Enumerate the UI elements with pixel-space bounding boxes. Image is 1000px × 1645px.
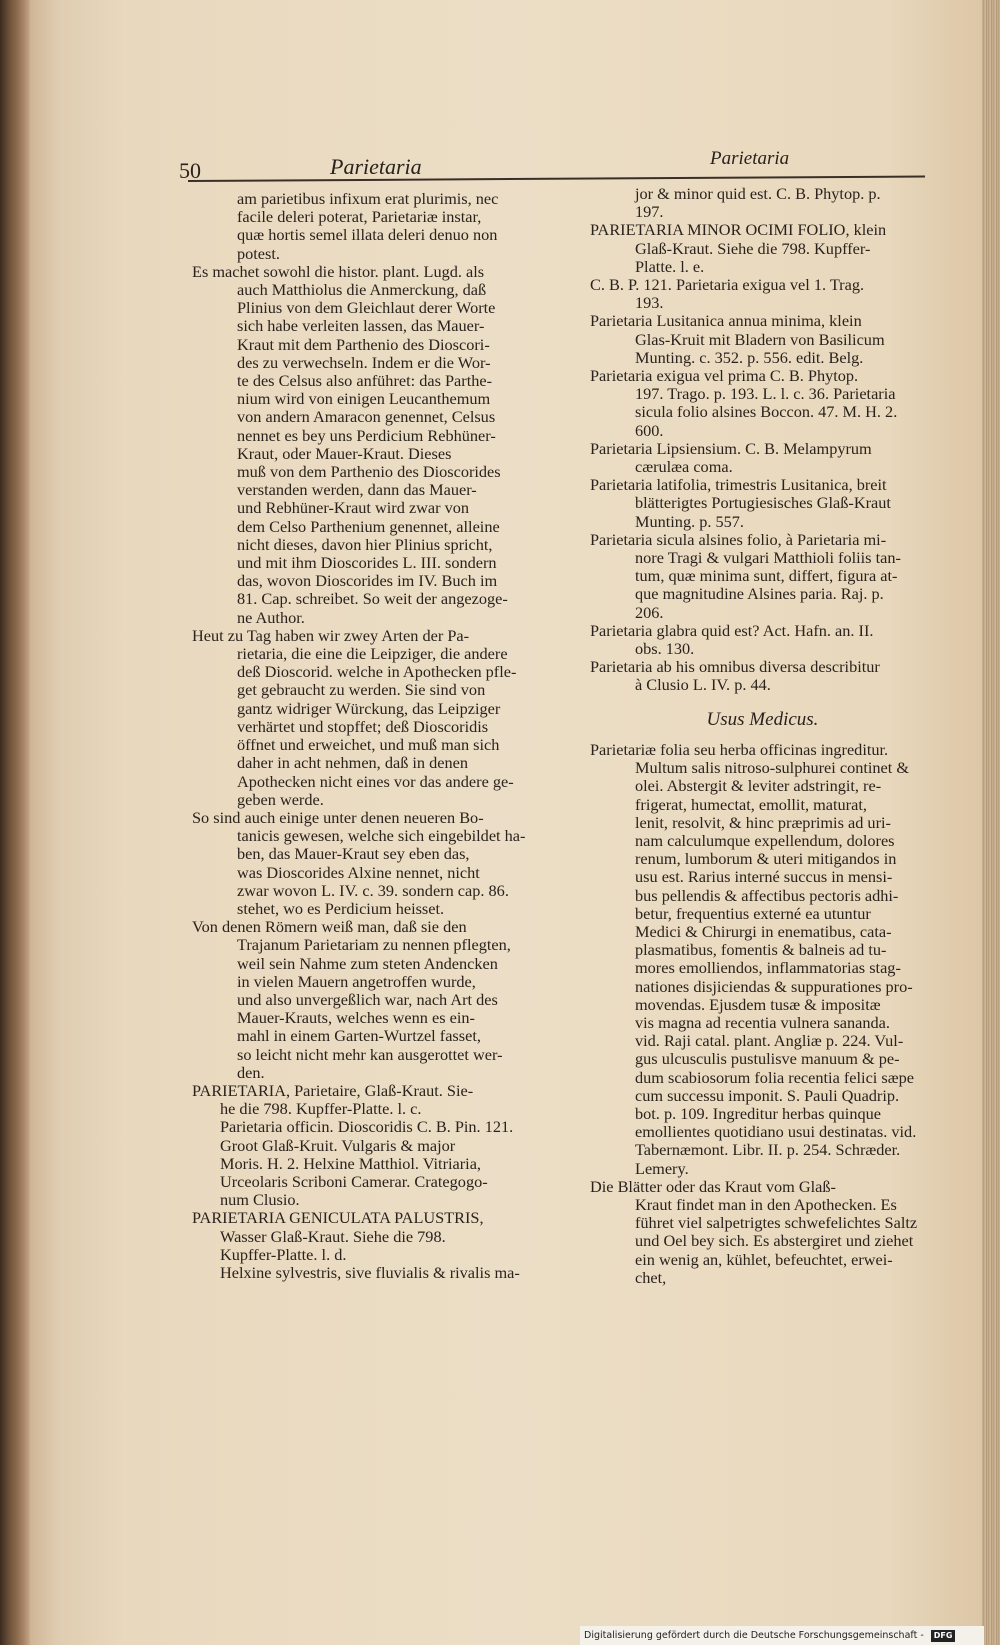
text-line: und mit ihm Dioscorides L. III. sondern bbox=[237, 553, 497, 573]
text-line: lenit, resolvit, & hinc præprimis ad uri- bbox=[635, 812, 891, 832]
text-line: den. bbox=[237, 1062, 265, 1082]
book-binding bbox=[0, 0, 30, 1645]
text-line: des zu verwechseln. Indem er die Wor- bbox=[237, 352, 491, 372]
text-line: nicht dieses, davon hier Plinius spricht, bbox=[237, 534, 493, 554]
text-line: 197. Trago. p. 193. L. l. c. 36. Parietaria bbox=[635, 384, 896, 404]
text-line: Parietaria sicula alsines folio, à Parietaria mi- bbox=[590, 529, 887, 549]
text-line: das, wovon Dioscorides im IV. Buch im bbox=[237, 571, 498, 591]
text-line: nennet es bey uns Perdicium Rebhüner- bbox=[237, 425, 496, 445]
text-line: 81. Cap. schreibet. So weit der angezoge- bbox=[237, 589, 508, 609]
text-line: Kraut, oder Mauer-Kraut. Dieses bbox=[237, 443, 452, 463]
text-line: olei. Abstergit & leviter adstringit, re- bbox=[635, 776, 882, 796]
text-line: auch Matthiolus die Anmerckung, daß bbox=[237, 280, 487, 300]
text-line: PARIETARIA MINOR OCIMI FOLIO, klein bbox=[590, 220, 887, 240]
text-line: Kupffer-Platte. l. d. bbox=[220, 1244, 347, 1264]
text-line: so leicht nicht mehr kan ausgerottet wer- bbox=[237, 1044, 503, 1064]
text-line: 197. bbox=[635, 202, 664, 222]
text-line: Platte. l. e. bbox=[635, 256, 705, 276]
text-line: zwar wovon L. IV. c. 39. sondern cap. 86. bbox=[237, 880, 509, 900]
text-line: ben, das Mauer-Kraut sey eben das, bbox=[237, 844, 470, 864]
text-line: nium wird von einigen Leucanthemum bbox=[237, 389, 491, 409]
text-line: cærulæa coma. bbox=[635, 457, 733, 477]
text-line: vis magna ad recentia vulnera sananda. bbox=[635, 1012, 890, 1032]
text-line: Plinius von dem Gleichlaut derer Worte bbox=[237, 298, 496, 318]
text-line: Parietariæ folia seu herba officinas ingreditur. bbox=[590, 739, 889, 759]
text-line: Medici & Chirurgi in enematibus, cata- bbox=[635, 921, 892, 941]
text-line: und Oel bey sich. Es abstergiret und ziehet bbox=[635, 1231, 914, 1251]
text-line: quæ hortis semel illata deleri denuo non bbox=[237, 225, 498, 245]
text-line: stehet, wo es Perdicium heisset. bbox=[237, 898, 445, 918]
text-line: in vielen Mauern angetroffen wurde, bbox=[237, 971, 476, 991]
text-line: emollientes quotidiano usui destinatas. vid. bbox=[635, 1122, 917, 1142]
text-line: Helxine sylvestris, sive fluvialis & rivalis ma- bbox=[220, 1262, 520, 1282]
text-line: Urceolaris Scriboni Camerar. Crategogo- bbox=[220, 1171, 488, 1191]
running-head-right: Parietaria bbox=[710, 148, 790, 169]
text-line: facile deleri poterat, Parietariæ instar, bbox=[237, 207, 482, 227]
text-line: tanicis gewesen, welche sich eingebildet ha- bbox=[237, 826, 526, 846]
text-line: Wasser Glaß-Kraut. Siehe die 798. bbox=[220, 1226, 446, 1246]
text-line: verhärtet und stopffet; deß Dioscoridis bbox=[237, 716, 489, 736]
text-line: tum, quæ minima sunt, differt, figura at- bbox=[635, 566, 898, 586]
text-line: ein wenig an, kühlet, befeuchtet, erwei- bbox=[635, 1249, 893, 1269]
text-line: te des Celsus also anführet: das Parthe- bbox=[237, 371, 493, 391]
text-line: gantz widriger Würckung, das Leipziger bbox=[237, 698, 501, 718]
text-line: Parietaria exigua vel prima C. B. Phytop. bbox=[590, 366, 859, 386]
text-line: und also unvergeßlich war, nach Art des bbox=[237, 989, 498, 1009]
text-line: Parietaria officin. Dioscoridis C. B. Pin. 121. bbox=[220, 1117, 514, 1137]
text-line: Die Blätter oder das Kraut vom Glaß- bbox=[590, 1176, 836, 1196]
text-line: nam calculumque expellendum, dolores bbox=[635, 830, 895, 850]
text-line: get gebraucht zu werden. Sie sind von bbox=[237, 680, 486, 700]
text-line: Von denen Römern weiß man, daß sie den bbox=[192, 917, 467, 937]
text-line: jor & minor quid est. C. B. Phytop. p. bbox=[635, 184, 881, 203]
text-line: obs. 130. bbox=[635, 639, 695, 659]
page-number: 50 bbox=[179, 158, 201, 183]
right-column-usus-text bbox=[590, 741, 935, 1287]
text-line: deß Dioscorid. welche in Apothecken pfle- bbox=[237, 662, 517, 682]
text-line: blätterigtes Portugiesisches Glaß-Kraut bbox=[635, 493, 891, 513]
text-line: potest. bbox=[237, 243, 280, 263]
text-line: Groot Glaß-Kruit. Vulgaris & major bbox=[220, 1135, 456, 1155]
text-line: verstanden werden, dann das Mauer- bbox=[237, 480, 477, 500]
text-line: Parietaria latifolia, trimestris Lusitanica, breit bbox=[590, 475, 887, 495]
text-line: öffnet und erweichet, und muß man sich bbox=[237, 735, 500, 755]
text-line: Parietaria Lipsiensium. C. B. Melampyrum bbox=[590, 438, 872, 458]
text-line: muß von dem Parthenio des Dioscorides bbox=[237, 462, 501, 482]
text-line: weil sein Nahme zum steten Andencken bbox=[237, 953, 498, 973]
text-line: Munting. p. 557. bbox=[635, 511, 745, 531]
text-line: mores emolliendos, inflammatorias stag- bbox=[635, 958, 901, 978]
text-line: frigerat, humectat, emollit, maturat, bbox=[635, 794, 867, 814]
left-text-column bbox=[192, 190, 564, 1282]
text-line: 206. bbox=[635, 602, 664, 622]
text-line: num Clusio. bbox=[220, 1190, 300, 1210]
text-line: bus pellendis & affectibus pectoris adhi- bbox=[635, 885, 899, 905]
text-line: he die 798. Kupffer-Platte. l. c. bbox=[220, 1099, 422, 1119]
text-line: Parietaria Lusitanica annua minima, klein bbox=[590, 311, 862, 331]
text-line: Mauer-Krauts, welches wenn es ein- bbox=[237, 1008, 475, 1028]
text-line: und Rebhüner-Kraut wird zwar von bbox=[237, 498, 470, 518]
text-line: PARIETARIA, Parietaire, Glaß-Kraut. Sie- bbox=[192, 1080, 474, 1100]
text-line: 600. bbox=[635, 420, 664, 440]
right-text-column bbox=[590, 185, 935, 1287]
text-line: mahl in einem Garten-Wurtzel fasset, bbox=[237, 1026, 481, 1046]
text-line: dum scabiosorum folia recentia felici sæpe bbox=[635, 1067, 914, 1087]
text-line: cum successu imponit. S. Pauli Quadrip. bbox=[635, 1085, 900, 1105]
section-heading-usus-medicus: Usus Medicus. bbox=[706, 708, 819, 730]
text-line: plasmatibus, fomentis & balneis ad tu- bbox=[635, 940, 887, 960]
text-line: Lemery. bbox=[635, 1158, 689, 1178]
text-line: So sind auch einige unter denen neueren Bo- bbox=[192, 807, 484, 827]
text-line: rietaria, die eine die Leipziger, die andere bbox=[237, 644, 508, 664]
page-fore-edge bbox=[982, 0, 1000, 1645]
text-line: que magnitudine Alsines paria. Raj. p. bbox=[635, 584, 884, 604]
text-line: Tabernæmont. Libr. II. p. 254. Schræder. bbox=[635, 1140, 901, 1160]
text-line: dem Celso Parthenium genennet, alleine bbox=[237, 516, 500, 536]
text-line: Trajanum Parietariam zu nennen pflegten, bbox=[237, 935, 511, 955]
text-line: was Dioscorides Alxine nennet, nicht bbox=[237, 862, 480, 882]
text-line: ne Author. bbox=[237, 607, 305, 627]
text-line: nationes disjiciendas & suppurationes pro- bbox=[635, 976, 913, 996]
text-line: sich habe verleiten lassen, das Mauer- bbox=[237, 316, 485, 336]
text-line: Kraut findet man in den Apothecken. Es bbox=[635, 1194, 897, 1214]
text-line: Parietaria glabra quid est? Act. Hafn. an. II. bbox=[590, 620, 874, 640]
text-line: betur, frequentius externé ea utuntur bbox=[635, 903, 871, 923]
text-line: nore Tragi & vulgari Matthioli foliis tan- bbox=[635, 548, 901, 568]
text-line: Kraut mit dem Parthenio des Dioscori- bbox=[237, 334, 490, 354]
text-line: Apothecken nicht eines vor das andere ge- bbox=[237, 771, 514, 791]
text-line: geben werde. bbox=[237, 789, 324, 809]
text-line: Parietaria ab his omnibus diversa describitur bbox=[590, 657, 880, 677]
text-line: Glaß-Kraut. Siehe die 798. Kupffer- bbox=[635, 238, 871, 258]
text-line: Moris. H. 2. Helxine Matthiol. Vitriaria, bbox=[220, 1153, 481, 1173]
text-line: C. B. P. 121. Parietaria exigua vel 1. Trag. bbox=[590, 275, 865, 295]
digitization-footer bbox=[580, 1626, 984, 1645]
text-line: Glas-Kruit mit Bladern von Basilicum bbox=[635, 329, 885, 349]
dfg-logo: DFG bbox=[931, 1630, 956, 1642]
text-line: von andern Amaracon genennet, Celsus bbox=[237, 407, 496, 427]
text-line: sicula folio alsines Boccon. 47. M. H. 2. bbox=[635, 402, 898, 422]
text-line: vid. Raji catal. plant. Angliæ p. 224. Vul- bbox=[635, 1031, 904, 1051]
text-line: 193. bbox=[635, 293, 664, 313]
right-column-entries bbox=[590, 185, 935, 695]
text-line: am parietibus infixum erat plurimis, nec bbox=[237, 189, 499, 208]
text-line: Multum salis nitroso-sulphurei continet & bbox=[635, 758, 910, 778]
text-line: gus ulcusculis pustulisve manuum & pe- bbox=[635, 1049, 900, 1069]
text-line: chet, bbox=[635, 1267, 667, 1287]
text-line: Munting. c. 352. p. 556. edit. Belg. bbox=[635, 347, 864, 367]
text-line: Es machet sowohl die histor. plant. Lugd. als bbox=[192, 261, 485, 281]
text-line: renum, lumborum & uteri mitigandos in bbox=[635, 849, 897, 869]
text-line: bot. p. 109. Ingreditur herbas quinque bbox=[635, 1103, 881, 1123]
text-line: usu est. Rarius interné succus in mensi- bbox=[635, 867, 893, 887]
text-line: PARIETARIA GENICULATA PALUSTRIS, bbox=[192, 1208, 484, 1228]
text-line: Heut zu Tag haben wir zwey Arten der Pa- bbox=[192, 625, 470, 645]
text-line: daher in acht nehmen, daß in denen bbox=[237, 753, 469, 773]
running-head-left: Parietaria bbox=[330, 154, 422, 179]
text-line: à Clusio L. IV. p. 44. bbox=[635, 675, 771, 695]
footer-text: Digitalisierung gefördert durch die Deutsche Forschungsgemeinschaft - bbox=[584, 1630, 924, 1641]
text-line: führet viel salpetrigtes schwefelichtes Saltz bbox=[635, 1213, 918, 1233]
text-line: movendas. Ejusdem tusæ & impositæ bbox=[635, 994, 881, 1014]
